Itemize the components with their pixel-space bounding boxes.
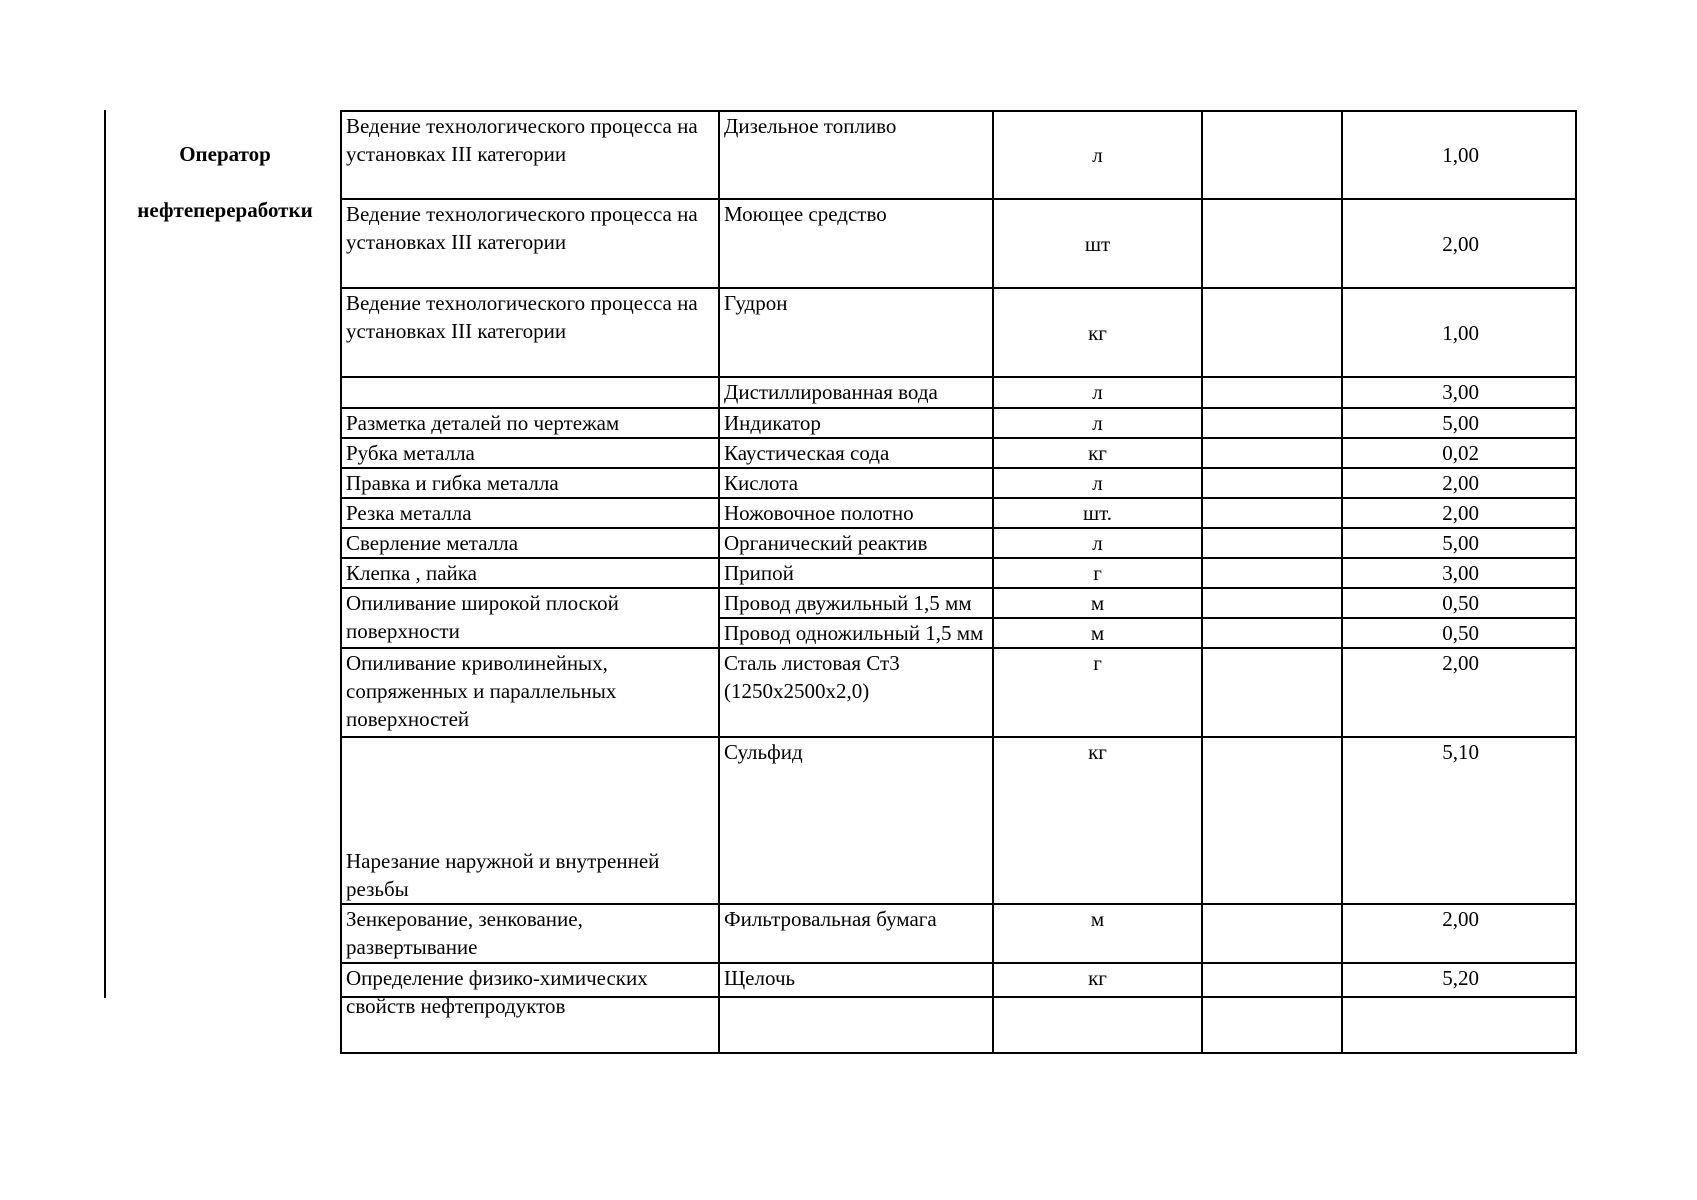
unit-cell: м: [993, 588, 1202, 618]
unit-cell: г: [993, 648, 1202, 737]
quantity-cell: 2,00: [1342, 904, 1576, 963]
extra-cell: [1202, 904, 1342, 963]
quantity-cell: 2,00: [1342, 498, 1576, 528]
unit-cell: кг: [993, 438, 1202, 468]
role-title-line-1: Оператор: [179, 142, 271, 166]
extra-cell: [1202, 558, 1342, 588]
quantity-cell: 3,00: [1342, 558, 1576, 588]
material-cell: Индикатор: [719, 408, 993, 438]
operation-cell: Клепка , пайка: [341, 558, 719, 588]
table-row: [341, 377, 1576, 408]
table-row: [341, 438, 1576, 468]
quantity-cell: 5,00: [1342, 408, 1576, 438]
left-border-line: [104, 110, 106, 998]
materials-table-area: [340, 110, 1575, 1018]
extra-cell: [1202, 468, 1342, 498]
extra-cell: [1202, 963, 1342, 1053]
operation-cell: Сверление металла: [341, 528, 719, 558]
operation-cell: Разметка деталей по чертежам: [341, 408, 719, 438]
operation-cell: Правка и гибка металла: [341, 468, 719, 498]
table-row: [341, 111, 1576, 199]
unit-cell: кг: [993, 963, 1202, 1053]
quantity-cell: 5,20: [1342, 963, 1576, 1053]
quantity-cell: 5,00: [1342, 528, 1576, 558]
table-row: [341, 648, 1576, 737]
extra-cell: [1202, 498, 1342, 528]
unit-cell: м: [993, 618, 1202, 648]
material-cell: Щелочь: [719, 963, 993, 1053]
extra-cell: [1202, 377, 1342, 408]
material-cell: Сталь листовая Ст3 (1250х2500х2,0): [719, 648, 993, 737]
extra-cell: [1202, 737, 1342, 904]
material-cell: Дистиллированная вода: [719, 377, 993, 408]
unit-cell: м: [993, 904, 1202, 963]
operation-cell: Ведение технологического процесса на установках III категории: [341, 288, 719, 377]
table-row: [341, 408, 1576, 438]
material-cell: Моющее средство: [719, 199, 993, 288]
table-row: [341, 963, 1576, 1053]
extra-cell: [1202, 288, 1342, 377]
quantity-cell: 5,10: [1342, 737, 1576, 904]
operation-cell: Ведение технологического процесса на установках III категории: [341, 111, 719, 199]
clipped-operation-text: Определение физико-химических свойств нефтепродуктов: [346, 966, 648, 1018]
quantity-cell: 2,00: [1342, 199, 1576, 288]
quantity-cell: 2,00: [1342, 468, 1576, 498]
operation-cell: Опиливание широкой плоской поверхности: [341, 588, 719, 648]
role-title: [112, 112, 338, 252]
material-cell: Сульфид: [719, 737, 993, 904]
role-title-line-2: нефтепереработки: [137, 198, 313, 222]
operation-cell: Ведение технологического процесса на установках III категории: [341, 199, 719, 288]
unit-cell: шт: [993, 199, 1202, 288]
operation-cell: Опиливание криволинейных, сопряженных и параллельных поверхностей: [341, 648, 719, 737]
materials-table: [340, 110, 1577, 1054]
table-row: [341, 528, 1576, 558]
operation-cell: [341, 963, 719, 1053]
quantity-cell: 3,00: [1342, 377, 1576, 408]
material-cell: Ножовочное полотно: [719, 498, 993, 528]
unit-cell: л: [993, 408, 1202, 438]
table-row: [341, 588, 1576, 618]
material-cell: Гудрон: [719, 288, 993, 377]
material-cell: Припой: [719, 558, 993, 588]
extra-cell: [1202, 618, 1342, 648]
material-cell: Органический реактив: [719, 528, 993, 558]
extra-cell: [1202, 528, 1342, 558]
unit-cell: л: [993, 377, 1202, 408]
table-row: [341, 904, 1576, 963]
extra-cell: [1202, 111, 1342, 199]
quantity-cell: 2,00: [1342, 648, 1576, 737]
table-row: [341, 558, 1576, 588]
unit-cell: л: [993, 528, 1202, 558]
extra-cell: [1202, 588, 1342, 618]
extra-cell: [1202, 408, 1342, 438]
operation-cell: Зенкерование, зенкование, развертывание: [341, 904, 719, 963]
table-row: [341, 737, 1576, 904]
material-cell: Дизельное топливо: [719, 111, 993, 199]
material-cell: Каустическая сода: [719, 438, 993, 468]
material-cell: Провод двужильный 1,5 мм: [719, 588, 993, 618]
quantity-cell: 0,02: [1342, 438, 1576, 468]
extra-cell: [1202, 648, 1342, 737]
extra-cell: [1202, 438, 1342, 468]
material-cell: Кислота: [719, 468, 993, 498]
material-cell: Фильтровальная бумага: [719, 904, 993, 963]
unit-cell: л: [993, 111, 1202, 199]
quantity-cell: 1,00: [1342, 111, 1576, 199]
operation-cell: Рубка металла: [341, 438, 719, 468]
table-row: [341, 199, 1576, 288]
operation-cell: Нарезание наружной и внутренней резьбы: [341, 737, 719, 904]
extra-cell: [1202, 199, 1342, 288]
quantity-cell: 1,00: [1342, 288, 1576, 377]
unit-cell: шт.: [993, 498, 1202, 528]
material-cell: Провод одножильный 1,5 мм: [719, 618, 993, 648]
table-row: [341, 498, 1576, 528]
table-row: [341, 288, 1576, 377]
operation-cell: Резка металла: [341, 498, 719, 528]
quantity-cell: 0,50: [1342, 588, 1576, 618]
operation-cell: [341, 377, 719, 408]
quantity-cell: 0,50: [1342, 618, 1576, 648]
unit-cell: кг: [993, 737, 1202, 904]
unit-cell: кг: [993, 288, 1202, 377]
table-row: [341, 468, 1576, 498]
unit-cell: г: [993, 558, 1202, 588]
unit-cell: л: [993, 468, 1202, 498]
